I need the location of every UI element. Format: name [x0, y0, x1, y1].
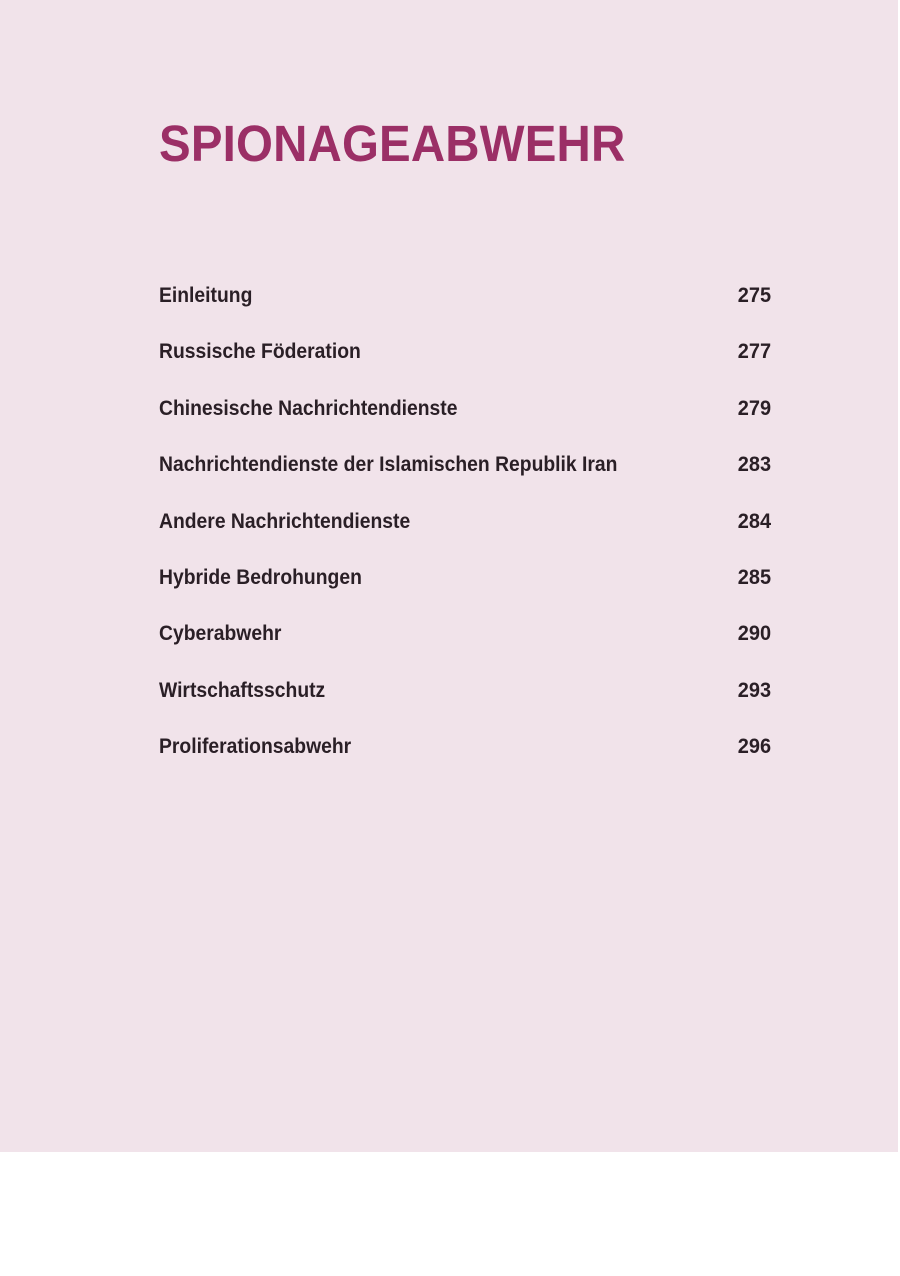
toc-entry-page: 277	[737, 340, 771, 364]
toc-entry-label: Andere Nachrichtendienste	[159, 509, 411, 533]
toc-entry[interactable]	[159, 280, 771, 336]
toc-entry-page: 283	[737, 453, 771, 477]
toc-entry[interactable]	[159, 506, 771, 562]
toc-entry[interactable]	[159, 336, 771, 392]
toc-entry-page: 290	[737, 622, 771, 646]
toc-entry-label: Einleitung	[159, 284, 253, 307]
toc-entry-page: 284	[737, 509, 771, 533]
toc-entry-page: 296	[737, 735, 771, 759]
toc-entry-label: Wirtschaftsschutz	[159, 678, 326, 702]
toc-entry[interactable]	[159, 675, 771, 731]
toc-entry-label: Russische Föderation	[159, 340, 361, 364]
toc-entry-page: 293	[737, 678, 771, 702]
toc-entry-label: Cyberabwehr	[159, 622, 282, 646]
toc-entry-label: Hybride Bedrohungen	[159, 565, 362, 589]
toc-entry-label: Proliferationsabwehr	[159, 735, 352, 759]
toc-entry[interactable]	[159, 731, 771, 787]
toc-entry[interactable]	[159, 618, 771, 674]
toc-entry[interactable]	[159, 393, 771, 449]
toc-entry[interactable]	[159, 562, 771, 618]
toc-entry-page: 279	[737, 396, 771, 420]
table-of-contents	[159, 280, 771, 788]
toc-entry[interactable]	[159, 449, 771, 505]
toc-entry-label: Chinesische Nachrichtendienste	[159, 396, 458, 420]
chapter-title: SPIONAGEABWEHR	[159, 115, 626, 172]
toc-entry-label: Nachrichtendienste der Islamischen Republik Iran	[159, 453, 618, 477]
toc-entry-page: 285	[737, 565, 771, 589]
toc-entry-page: 275	[737, 284, 771, 307]
